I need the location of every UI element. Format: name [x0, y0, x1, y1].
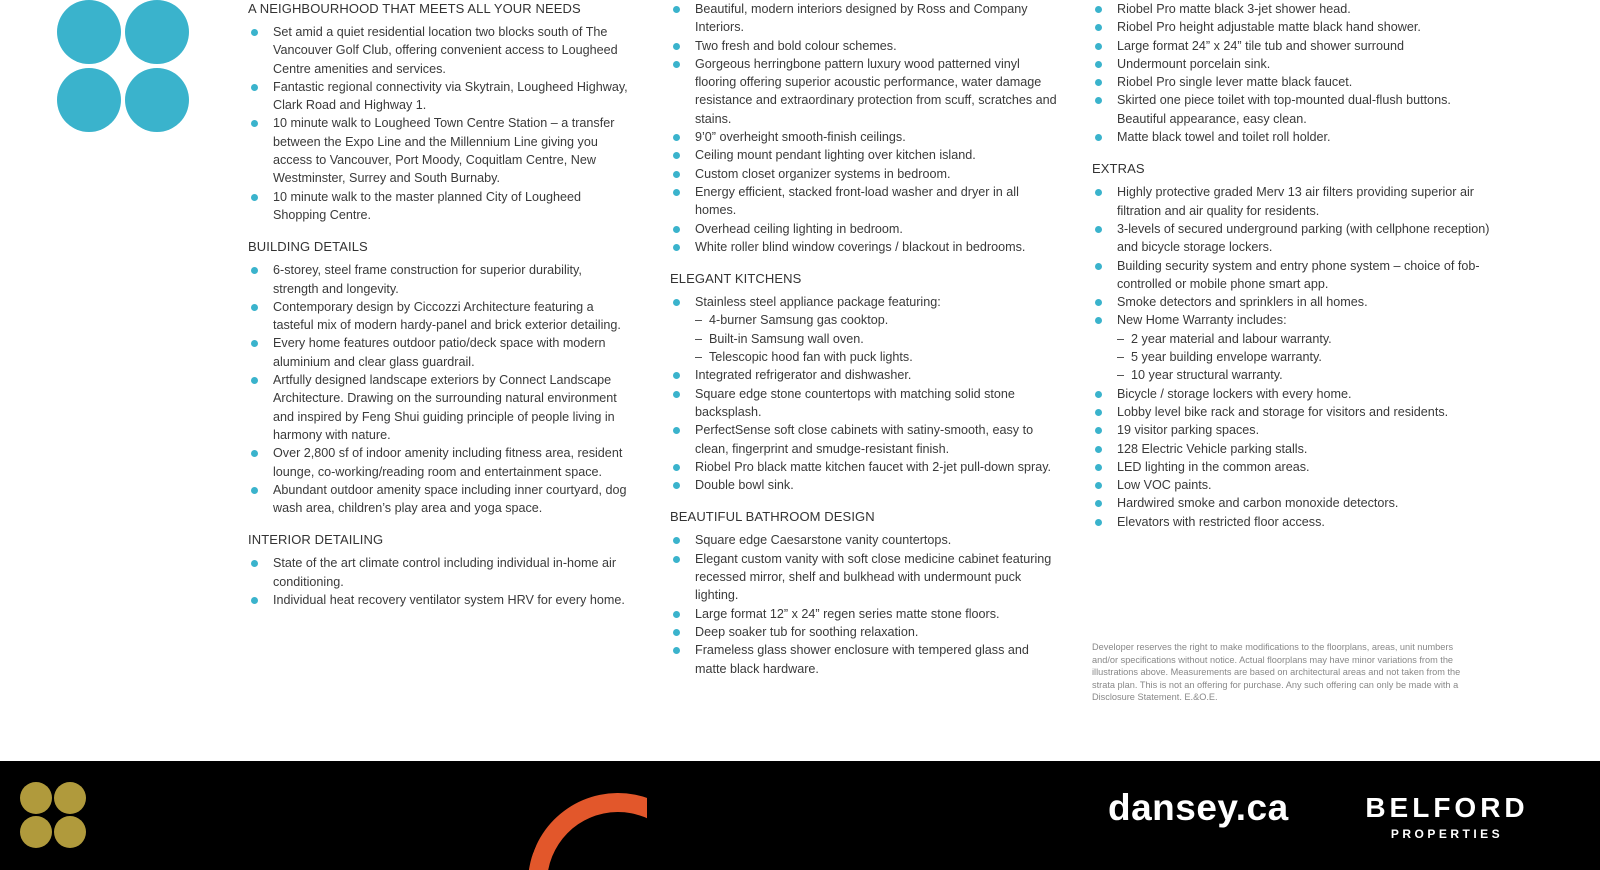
- feature-item-text: Elevators with restricted floor access.: [1117, 514, 1325, 529]
- feature-item-text: Two fresh and bold colour schemes.: [695, 38, 897, 53]
- feature-subitem: – Telescopic hood fan with puck lights.: [695, 348, 1060, 366]
- feature-section: [1092, 0, 1492, 146]
- feature-item: [1092, 37, 1492, 55]
- feature-item-text: Square edge Caesarstone vanity countertops.: [695, 533, 952, 548]
- feature-item: [1092, 421, 1492, 439]
- feature-item: [670, 531, 1060, 549]
- section-title: A NEIGHBOURHOOD THAT MEETS ALL YOUR NEEDS: [248, 1, 581, 16]
- feature-item-text: Beautiful, modern interiors designed by Ross and Company Interiors.: [695, 2, 1028, 35]
- feature-item: [670, 385, 1060, 422]
- feature-item-text: Square edge stone countertops with matching solid stone backsplash.: [695, 386, 1015, 419]
- feature-subitem: – 5 year building envelope warranty.: [1117, 348, 1492, 366]
- clover-logo-icon: [57, 0, 189, 134]
- feature-section: [670, 0, 1060, 256]
- feature-item: [248, 298, 628, 335]
- feature-item: [248, 554, 628, 591]
- feature-item-text: Set amid a quiet residential location two blocks south of The Vancouver Golf Club, offering convenient access to Lougheed Centre amenities and services.: [273, 25, 618, 76]
- features-column-3: [1092, 0, 1492, 545]
- feature-list: [1092, 183, 1492, 531]
- feature-item-text: PerfectSense soft close cabinets with satiny-smooth, easy to clean, fingerprint and smudge-resistant finish.: [695, 423, 1034, 456]
- feature-item: [1092, 458, 1492, 476]
- feature-item: [670, 0, 1060, 37]
- feature-item: [1092, 257, 1492, 294]
- feature-list: [670, 531, 1060, 677]
- feature-item: [248, 334, 628, 371]
- feature-item: [1092, 91, 1492, 128]
- feature-item: [1092, 183, 1492, 220]
- feature-item-text: Riobel Pro height adjustable matte black hand shower.: [1117, 20, 1421, 35]
- feature-item: [670, 550, 1060, 605]
- feature-item: [1092, 55, 1492, 73]
- feature-item: [670, 421, 1060, 458]
- features-column-1: [248, 0, 628, 623]
- feature-item-text: Stainless steel appliance package featuring:: [695, 295, 941, 310]
- feature-list: [670, 0, 1060, 256]
- feature-subitem: – 10 year structural warranty.: [1117, 366, 1492, 384]
- feature-item-text: Energy efficient, stacked front-load washer and dryer in all homes.: [695, 184, 1019, 218]
- feature-sublist: [695, 311, 1060, 366]
- feature-item: [670, 458, 1060, 476]
- feature-item-text: Smoke detectors and sprinklers in all homes.: [1117, 295, 1368, 310]
- feature-item: [1092, 73, 1492, 91]
- feature-item-text: Riobel Pro single lever matte black faucet.: [1117, 75, 1353, 90]
- feature-subitem: – 4-burner Samsung gas cooktop.: [695, 311, 1060, 329]
- feature-item-text: Ceiling mount pendant lighting over kitchen island.: [695, 148, 976, 163]
- feature-item: [670, 165, 1060, 183]
- brand-sub: PROPERTIES: [1390, 827, 1504, 841]
- feature-item-text: Deep soaker tub for soothing relaxation.: [695, 624, 919, 639]
- feature-section: [670, 270, 1060, 494]
- feature-item: [248, 23, 628, 78]
- feature-item: [1092, 494, 1492, 512]
- feature-item: [1092, 403, 1492, 421]
- feature-item-text: Building security system and entry phone system – choice of fob-controlled or mobile phone smart app.: [1117, 258, 1480, 291]
- feature-item-text: 9’0” overheight smooth-finish ceilings.: [695, 130, 906, 145]
- feature-subitem: – Built-in Samsung wall oven.: [695, 330, 1060, 348]
- feature-item-text: Frameless glass shower enclosure with tempered glass and matte black hardware.: [695, 643, 1029, 676]
- feature-item: [1092, 385, 1492, 403]
- feature-item: [670, 37, 1060, 55]
- feature-item: [1092, 513, 1492, 531]
- feature-item: [670, 641, 1060, 678]
- feature-item: [1092, 0, 1492, 18]
- feature-item-text: 6-storey, steel frame construction for superior durability, strength and longevity.: [273, 263, 582, 296]
- feature-item-text: White roller blind window coverings / blackout in bedrooms.: [695, 239, 1026, 254]
- feature-item: [1092, 440, 1492, 458]
- feature-item: [1092, 128, 1492, 146]
- disclaimer-text: Developer reserves the right to make modifications to the floorplans, areas, unit numbers and/or specifications without notice. Actual floorplans may have minor variations from the illustrations above. Measurements are based on architectural areas and not taken from the strata plan. This is not an offering for purchase. Any such offering can only be made with a Disclosure Statement. E.&O.E.: [1092, 642, 1461, 703]
- feature-item: [1092, 220, 1492, 257]
- feature-item: [248, 78, 628, 115]
- feature-item: [248, 261, 628, 298]
- feature-item: [248, 114, 628, 187]
- feature-item: [670, 623, 1060, 641]
- feature-item: [1092, 18, 1492, 36]
- feature-item: [670, 183, 1060, 220]
- feature-section: [670, 508, 1060, 677]
- feature-item: [1092, 476, 1492, 494]
- feature-item: [248, 371, 628, 444]
- feature-item-text: Custom closet organizer systems in bedroom.: [695, 166, 951, 181]
- section-title: BUILDING DETAILS: [248, 239, 368, 255]
- feature-item-text: Elegant custom vanity with soft close medicine cabinet featuring recessed mirror, shelf and bulkhead with undermount puck lighting.: [695, 551, 1052, 603]
- feature-item: [670, 220, 1060, 238]
- feature-item: [1092, 311, 1492, 384]
- feature-item-text: 19 visitor parking spaces.: [1117, 423, 1260, 438]
- feature-item-text: New Home Warranty includes:: [1117, 313, 1287, 328]
- footer-bar: [0, 761, 1600, 870]
- feature-item: [670, 55, 1060, 128]
- feature-item-text: Large format 12” x 24” regen series matte stone floors.: [695, 606, 1000, 621]
- feature-item-text: 10 minute walk to the master planned City of Lougheed Shopping Centre.: [273, 189, 582, 222]
- feature-section: [248, 0, 628, 224]
- feature-item-text: Riobel Pro matte black 3-jet shower head.: [1117, 2, 1351, 16]
- feature-item: [670, 293, 1060, 366]
- feature-item-text: Integrated refrigerator and dishwasher.: [695, 368, 912, 383]
- feature-section: [248, 531, 628, 609]
- feature-item-text: Matte black towel and toilet roll holder.: [1117, 130, 1331, 145]
- feature-list: [248, 23, 628, 224]
- feature-item-text: Over 2,800 sf of indoor amenity including fitness area, resident lounge, co-working/reading room and entertainment space.: [273, 446, 623, 479]
- feature-item-text: Abundant outdoor amenity space including inner courtyard, dog wash area, children’s play area and yoga space.: [273, 482, 627, 516]
- feature-item-text: Highly protective graded Merv 13 air filters providing superior air filtration and air quality for residents.: [1117, 185, 1474, 218]
- feature-item-text: Low VOC paints.: [1117, 478, 1212, 493]
- feature-item-text: Undermount porcelain sink.: [1117, 56, 1271, 71]
- feature-item: [248, 444, 628, 481]
- feature-item-text: Large format 24” x 24” tile tub and shower surround: [1117, 38, 1405, 53]
- feature-item-text: LED lighting in the common areas.: [1117, 459, 1310, 474]
- feature-item-text: Gorgeous herringbone pattern luxury wood patterned vinyl flooring offering superior acoustic performance, water damage resistance and extraordinary protection from scuff, scratches and stains.: [695, 56, 1057, 126]
- section-title: EXTRAS: [1092, 161, 1145, 177]
- feature-item-text: 3-levels of secured underground parking (with cellphone reception) and bicycle storage lockers.: [1117, 221, 1490, 255]
- feature-item-text: Artfully designed landscape exteriors by Connect Landscape Architecture. Drawing on the surrounding natural environment and inspired by Feng Shui guiding principle of people living in harmony with nature.: [273, 373, 617, 442]
- features-column-2: [670, 0, 1060, 692]
- feature-item: [670, 605, 1060, 623]
- belford-properties-logo: [1362, 793, 1532, 841]
- feature-section: [1092, 160, 1492, 531]
- feature-item-text: Bicycle / storage lockers with every home.: [1117, 386, 1352, 401]
- feature-item-text: Fantastic regional connectivity via Skytrain, Lougheed Highway, Clark Road and Highway 1.: [273, 79, 628, 113]
- feature-item-text: Every home features outdoor patio/deck space with modern aluminium and clear glass guardrail.: [273, 336, 606, 369]
- website-link[interactable]: dansey.ca: [1108, 787, 1289, 828]
- brand-name: BELFORD: [1365, 792, 1529, 823]
- feature-item-text: Individual heat recovery ventilator system HRV for every home.: [273, 593, 625, 608]
- feature-list: [670, 293, 1060, 494]
- feature-item-text: 10 minute walk to Lougheed Town Centre Station – a transfer between the Expo Line and the Millennium Line giving you access to Vancouver, Port Moody, Coquitlam Centre, New Westminster, Surrey and South Burnaby.: [273, 116, 615, 186]
- feature-item: [1092, 293, 1492, 311]
- feature-item: [670, 476, 1060, 494]
- feature-item-text: Overhead ceiling lighting in bedroom.: [695, 221, 903, 236]
- feature-item-text: Skirted one piece toilet with top-mounted dual-flush buttons. Beautiful appearance, easy clean.: [1117, 93, 1451, 126]
- feature-section: [248, 238, 628, 517]
- feature-list: [1092, 0, 1492, 146]
- feature-item: [670, 366, 1060, 384]
- section-title: ELEGANT KITCHENS: [670, 271, 802, 287]
- feature-item-text: Hardwired smoke and carbon monoxide detectors.: [1117, 496, 1399, 511]
- feature-item: [248, 591, 628, 609]
- feature-list: [248, 554, 628, 609]
- feature-item: [248, 188, 628, 225]
- feature-subitem: – 2 year material and labour warranty.: [1117, 330, 1492, 348]
- feature-item: [670, 146, 1060, 164]
- section-title: INTERIOR DETAILING: [248, 532, 384, 548]
- feature-item: [670, 238, 1060, 256]
- footer-clover-logo-icon: [20, 782, 88, 850]
- feature-item-text: 128 Electric Vehicle parking stalls.: [1117, 441, 1308, 456]
- feature-item-text: Double bowl sink.: [695, 478, 794, 493]
- feature-item: [670, 128, 1060, 146]
- feature-item-text: Lobby level bike rack and storage for visitors and residents.: [1117, 404, 1449, 419]
- feature-sublist: [1117, 330, 1492, 385]
- feature-item-text: Riobel Pro black matte kitchen faucet with 2-jet pull-down spray.: [695, 459, 1052, 474]
- section-title: BEAUTIFUL BATHROOM DESIGN: [670, 509, 875, 525]
- feature-item-text: Contemporary design by Ciccozzi Architecture featuring a tasteful mix of modern hardy-panel and brick exterior detailing.: [273, 299, 621, 333]
- feature-item-text: State of the art climate control including individual in-home air conditioning.: [273, 556, 617, 589]
- feature-list: [248, 261, 628, 517]
- feature-item: [248, 481, 628, 518]
